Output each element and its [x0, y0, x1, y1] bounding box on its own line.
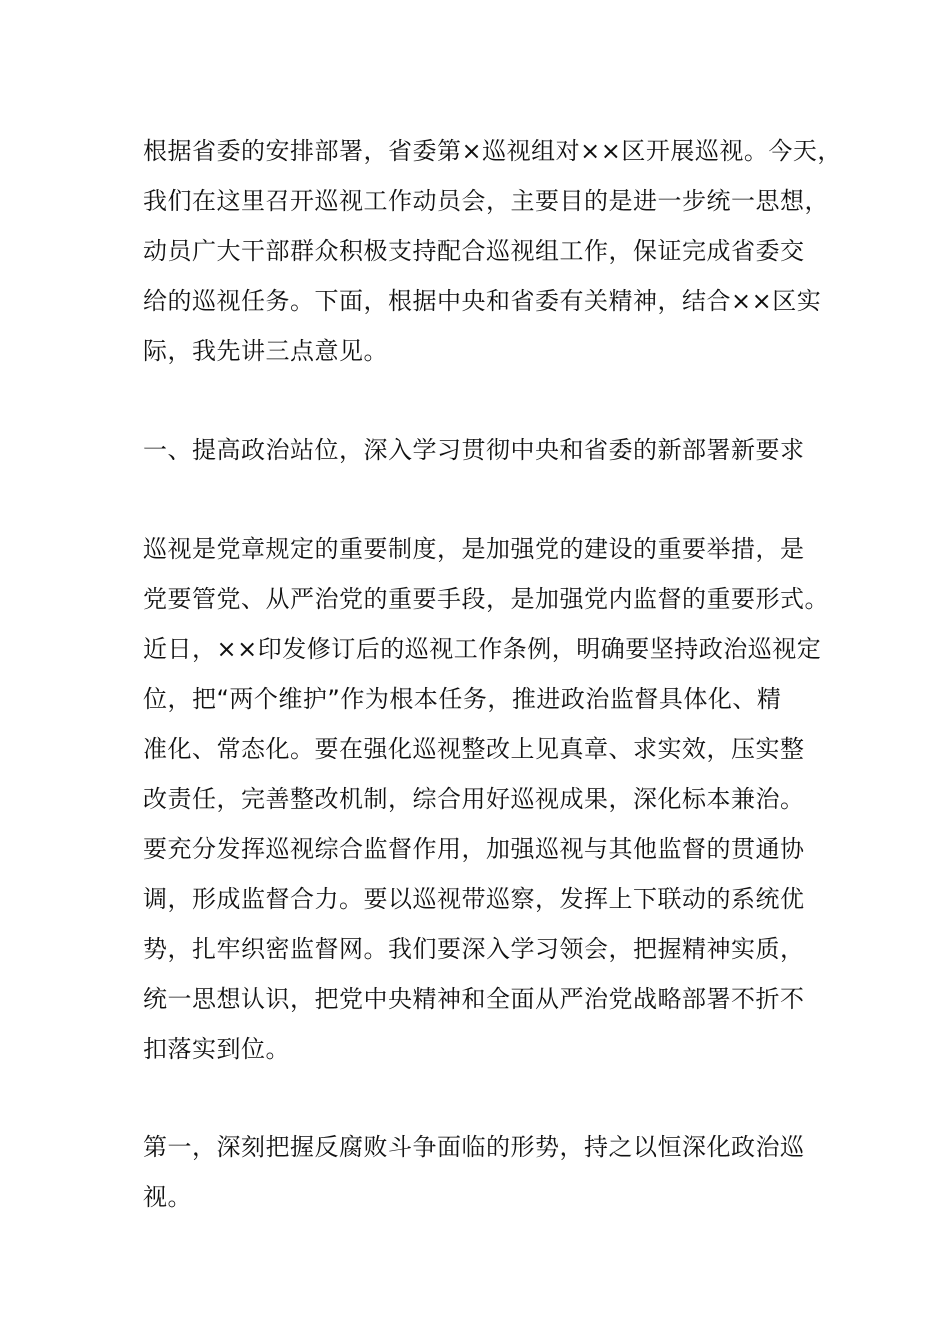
body-line-5: 准化、常态化。要在强化巡视整改上见真章、求实效，压实整: [143, 735, 805, 763]
body-line-6: 改责任，完善整改机制，综合用好巡视成果，深化标本兼治。: [143, 785, 805, 813]
body-line-1: 巡视是党章规定的重要制度，是加强党的建设的重要举措，是: [143, 535, 805, 563]
body-line-2: 党要管党、从严治党的重要手段，是加强党内监督的重要形式。: [143, 585, 829, 613]
body-line-11: 扣落实到位。: [143, 1035, 290, 1063]
intro-line-4: 给的巡视任务。下面，根据中央和省委有关精神，结合××区实: [143, 287, 822, 315]
body-line-8: 调，形成监督合力。要以巡视带巡察，发挥上下联动的系统优: [143, 885, 805, 913]
subheading-line-2: 视。: [143, 1183, 192, 1211]
body-line-7: 要充分发挥巡视综合监督作用，加强巡视与其他监督的贯通协: [143, 835, 805, 863]
intro-line-2: 我们在这里召开巡视工作动员会，主要目的是进一步统一思想，: [143, 187, 829, 215]
intro-line-1: 根据省委的安排部署，省委第×巡视组对××区开展巡视。今天，: [143, 137, 842, 165]
subheading-line-1: 第一，深刻把握反腐败斗争面临的形势，持之以恒深化政治巡: [143, 1133, 805, 1161]
intro-line-3: 动员广大干部群众积极支持配合巡视组工作，保证完成省委交: [143, 237, 805, 265]
body-line-3: 近日，××印发修订后的巡视工作条例，明确要坚持政治巡视定: [143, 635, 822, 663]
body-line-10: 统一思想认识，把党中央精神和全面从严治党战略部署不折不: [143, 985, 805, 1013]
body-line-4: 位，把“两个维护”作为根本任务，推进政治监督具体化、精: [143, 685, 782, 713]
intro-line-5: 际，我先讲三点意见。: [143, 337, 388, 365]
section-heading-1: 一、提高政治站位，深入学习贯彻中央和省委的新部署新要求: [143, 436, 805, 464]
body-line-9: 势，扎牢织密监督网。我们要深入学习领会，把握精神实质，: [143, 935, 805, 963]
